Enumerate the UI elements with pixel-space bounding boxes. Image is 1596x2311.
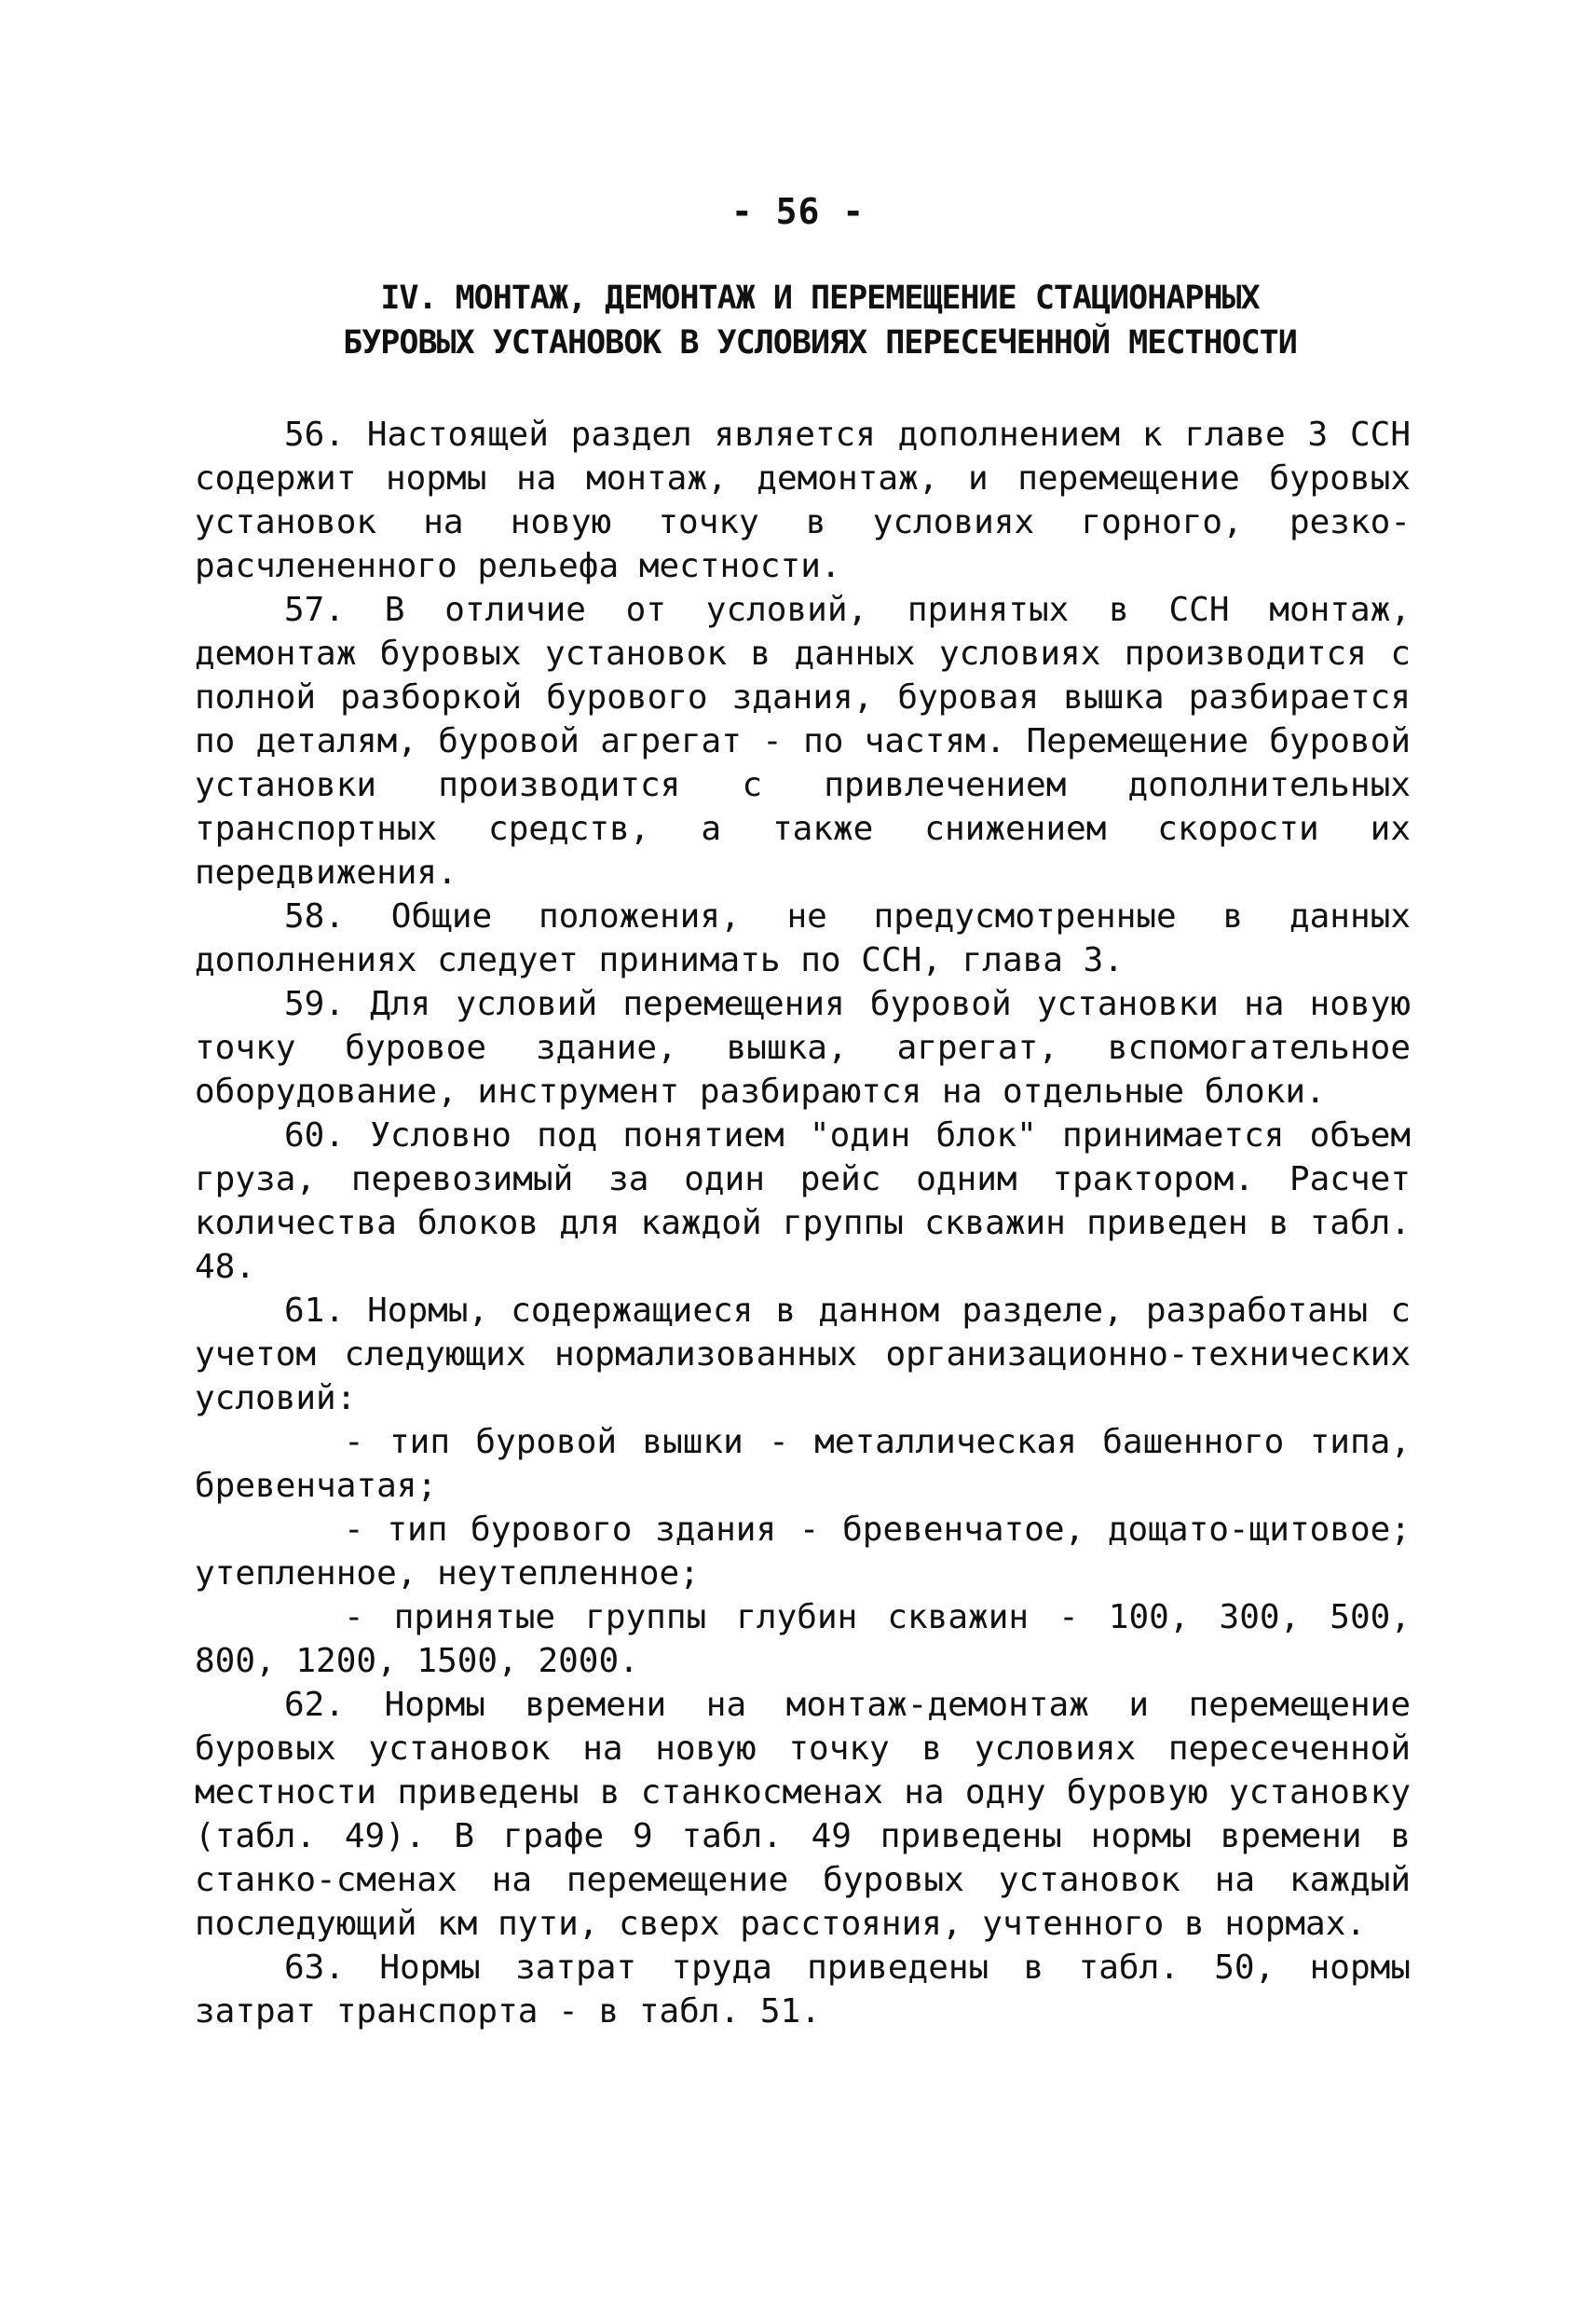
paragraph-61: 61. Нормы, содержащиеся в данном разделе, разработаны с учетом следующих нормализованных организационно-технических условий: — [195, 1292, 1411, 1417]
paragraph-58: 58. Общие положения, не предусмотренные в данных дополнениях следует принимать по ССН, глава 3. — [195, 897, 1411, 979]
paragraph-60: 60. Условно под понятием "один блок" принимается объем груза, перевозимый за один рейс одним трактором. Расчет количества блоков для каждой группы скважин приведен в табл. 48. — [195, 1116, 1411, 1286]
section-heading-line-1: IV. МОНТАЖ, ДЕМОНТАЖ И ПЕРЕМЕЩЕНИЕ СТАЦИОНАРНЫХ — [380, 280, 1260, 317]
body-text — [195, 413, 1411, 2033]
section-heading — [280, 276, 1360, 365]
paragraph-56: 56. Настоящей раздел является дополнением к главе 3 ССН содержит нормы на монтаж, демонтаж, и перемещение буровых установок на новую точку в условиях горного, резко-расчлененного рельефа местности. — [195, 416, 1411, 585]
paragraph-57: 57. В отличие от условий, принятых в ССН монтаж, демонтаж буровых установок в данных условиях производится с полной разборкой бурового здания, буровая вышка разбирается по деталям, буровой агрегат - по частям. Перемещение буровой установки производится с привлечением дополнительных транспортных средств, а также снижением скорости их передвижения. — [195, 591, 1411, 892]
paragraph-59: 59. Для условий перемещения буровой установки на новую точку буровое здание, вышка, агрегат, вспомогательное оборудование, инструмент разбираются на отдельные блоки. — [195, 985, 1411, 1111]
paragraph-63: 63. Нормы затрат труда приведены в табл. 50, нормы затрат транспорта - в табл. 51. — [195, 1949, 1411, 2031]
paragraph-62: 62. Нормы времени на монтаж-демонтаж и перемещение буровых установок на новую точку в условиях пересеченной местности приведены в станкосменах на одну буровую установку (табл. 49). В графе 9 табл. 49 приведены нормы времени в станко-сменах на перемещение буровых установок на каждый последующий км пути, сверх расстояния, учтенного в нормах. — [195, 1686, 1411, 1943]
list-item-rig-tower-type: - тип буровой вышки - металлическая башенного типа, бревенчатая; — [195, 1423, 1411, 1505]
list-item-depth-groups: - принятые группы глубин скважин - 100, 300, 500, 800, 1200, 1500, 2000. — [195, 1598, 1411, 1680]
section-heading-line-2: БУРОВЫХ УСТАНОВОК В УСЛОВИЯХ ПЕРЕСЕЧЕННОЙ МЕСТНОСТИ — [343, 324, 1297, 362]
list-item-rig-building-type: - тип бурового здания - бревенчатое, дощато-щитовое; утепленное, неутепленное; — [195, 1511, 1411, 1593]
page-number: - 56 - — [730, 191, 866, 232]
